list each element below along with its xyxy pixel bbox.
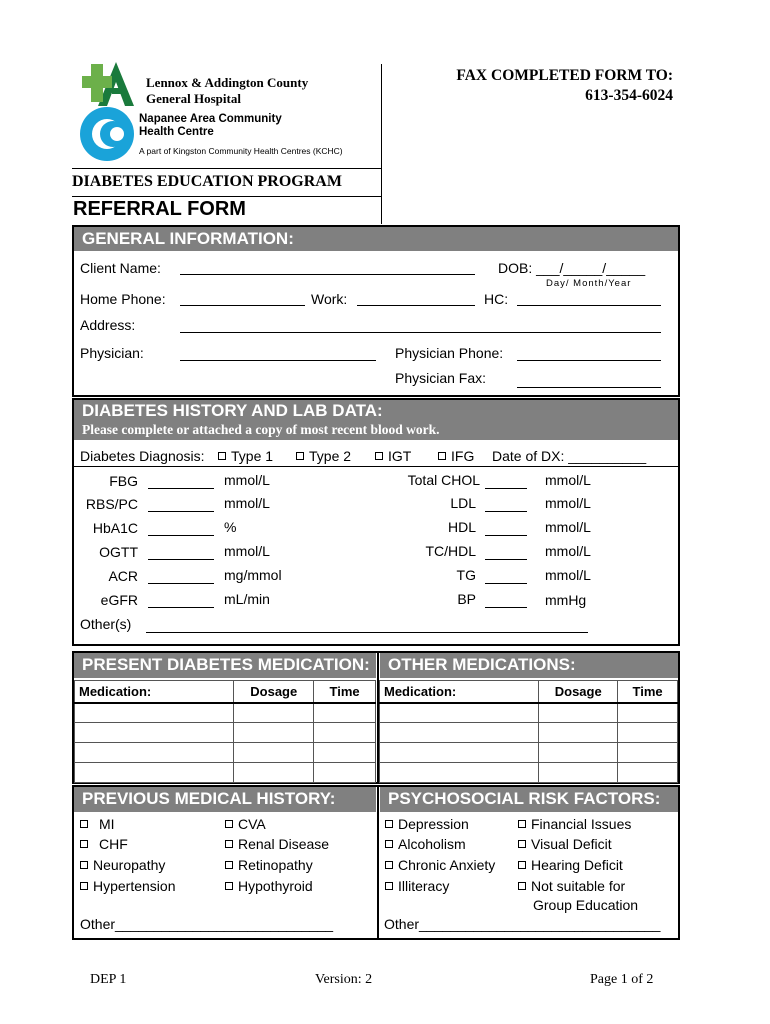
- table-cell[interactable]: [234, 703, 314, 723]
- present-medication-heading: PRESENT DIABETES MEDICATION:: [74, 653, 376, 678]
- lab-tchdl-label: TC/HDL: [425, 543, 476, 559]
- diagnosis-type2-label: Type 2: [309, 448, 352, 464]
- dob-label: [498, 260, 645, 276]
- client-name-label: Client Name:: [80, 260, 161, 276]
- history-cva-label: CVA: [238, 816, 266, 832]
- diagnosis-type2[interactable]: [296, 448, 351, 464]
- dob-field[interactable]: ___/_____/_____: [536, 260, 646, 276]
- history-neuropathy-label: Neuropathy: [93, 857, 166, 873]
- work-label: Work:: [311, 291, 348, 307]
- footer-page: Page 1 of 2: [590, 972, 654, 987]
- table-row: [75, 763, 376, 783]
- history-hypertension[interactable]: [80, 878, 176, 894]
- col-dosage: Dosage: [539, 681, 618, 703]
- table-cell[interactable]: [539, 703, 618, 723]
- program-rule: [72, 168, 381, 169]
- lab-egfr-unit: mL/min: [224, 591, 270, 607]
- physician-label: Physician:: [80, 345, 144, 361]
- table-row: [380, 743, 678, 763]
- form-title: REFERRAL FORM: [73, 198, 246, 220]
- lab-rbs-unit: mmol/L: [224, 495, 270, 511]
- hospital-name: [146, 75, 308, 107]
- lab-ldl-unit: mmol/L: [545, 495, 591, 511]
- risk-not-suitable[interactable]: [518, 878, 625, 894]
- table-row: [75, 723, 376, 743]
- diabetes-history-subtitle: Please complete or attached a copy of most recent blood work.: [82, 422, 440, 437]
- lab-others-field[interactable]: [146, 632, 588, 633]
- col-medication: Medication:: [75, 681, 234, 703]
- risk-depression-label: Depression: [398, 816, 469, 832]
- history-retinopathy[interactable]: [225, 857, 313, 873]
- address-field[interactable]: [180, 332, 661, 333]
- table-cell[interactable]: [234, 743, 314, 763]
- history-neuropathy[interactable]: [80, 857, 165, 873]
- history-cva[interactable]: [225, 816, 266, 832]
- physician-fax-field[interactable]: [517, 387, 661, 388]
- risk-anxiety[interactable]: [385, 857, 495, 873]
- risk-alcoholism-label: Alcoholism: [398, 836, 466, 852]
- lab-ogtt-label: OGTT: [99, 544, 138, 560]
- lab-hdl-field[interactable]: [485, 535, 527, 536]
- chc-name: [139, 113, 282, 139]
- checkbox-icon[interactable]: [518, 840, 526, 848]
- hospital-name-line2: General Hospital: [146, 91, 241, 106]
- table-cell[interactable]: [539, 743, 618, 763]
- lab-tg-label: TG: [456, 567, 476, 583]
- table-cell[interactable]: [380, 723, 539, 743]
- physician-field[interactable]: [180, 360, 376, 361]
- risk-visual-label: Visual Deficit: [531, 836, 612, 852]
- lab-ogtt-unit: mmol/L: [224, 543, 270, 559]
- client-name-field[interactable]: [180, 274, 475, 275]
- diagnosis-type1-label: Type 1: [231, 448, 274, 464]
- history-renal[interactable]: [225, 836, 329, 852]
- lab-bp-unit: mmHg: [545, 592, 587, 608]
- history-hypertension-label: Hypertension: [93, 878, 176, 894]
- table-cell[interactable]: [314, 723, 376, 743]
- program-title: DIABETES EDUCATION PROGRAM: [72, 173, 342, 190]
- col-dosage: Dosage: [234, 681, 314, 703]
- lab-hba1c-label: HbA1C: [92, 520, 138, 536]
- table-cell[interactable]: [234, 723, 314, 743]
- chc-name-line2: Health Centre: [139, 126, 214, 138]
- work-phone-field[interactable]: [357, 305, 475, 306]
- table-cell[interactable]: [314, 703, 376, 723]
- lab-egfr-field[interactable]: [148, 607, 214, 608]
- checkbox-icon[interactable]: [225, 882, 233, 890]
- checkbox-icon[interactable]: [518, 820, 526, 828]
- table-cell[interactable]: [380, 743, 539, 763]
- risk-hearing-label: Hearing Deficit: [531, 857, 623, 873]
- table-row: [380, 763, 678, 783]
- lab-fbg-field[interactable]: [148, 488, 214, 489]
- other-medication-table: [379, 680, 678, 783]
- checkbox-icon[interactable]: [518, 861, 526, 869]
- header-divider: [381, 64, 382, 224]
- table-cell[interactable]: [539, 723, 618, 743]
- fax-number: 613-354-6024: [585, 87, 673, 104]
- history-divider: [377, 787, 379, 938]
- lab-chol-field[interactable]: [485, 488, 527, 489]
- table-cell[interactable]: [618, 703, 678, 723]
- fax-label: FAX COMPLETED FORM TO:: [456, 67, 673, 84]
- checkbox-icon[interactable]: [80, 861, 88, 869]
- history-hypothyroid[interactable]: [225, 878, 313, 894]
- diagnosis-igt-label: IGT: [388, 448, 412, 464]
- lab-fbg-unit: mmol/L: [224, 472, 270, 488]
- hc-label: HC:: [484, 291, 509, 307]
- diagnosis-ifg-label: IFG: [451, 448, 475, 464]
- other-medication-heading: OTHER MEDICATIONS:: [380, 653, 678, 678]
- hc-field[interactable]: [517, 305, 661, 306]
- fax-info: [395, 66, 673, 106]
- table-row: [75, 743, 376, 763]
- risk-visual[interactable]: [518, 836, 612, 852]
- checkbox-icon[interactable]: [385, 820, 393, 828]
- checkbox-icon[interactable]: [385, 840, 393, 848]
- table-cell[interactable]: [75, 723, 234, 743]
- footer-version: Version: 2: [315, 972, 373, 987]
- table-cell[interactable]: [618, 743, 678, 763]
- medical-history-heading: PREVIOUS MEDICAL HISTORY:: [74, 787, 376, 812]
- hospital-name-line1: Lennox & Addington County: [146, 75, 309, 90]
- present-medication-table: [74, 680, 376, 783]
- history-mi-label: MI: [99, 816, 115, 832]
- checkbox-icon[interactable]: [438, 452, 446, 460]
- lab-hba1c-field[interactable]: [148, 535, 214, 536]
- diagnosis-type1[interactable]: [218, 448, 273, 464]
- table-cell[interactable]: [618, 723, 678, 743]
- lab-chol-unit: mmol/L: [545, 472, 591, 488]
- col-time: Time: [314, 681, 376, 703]
- dob-format: Day/ Month/Year: [546, 278, 632, 289]
- checkbox-icon[interactable]: [218, 452, 226, 460]
- lab-bp-field[interactable]: [485, 607, 527, 608]
- table-cell[interactable]: [380, 703, 539, 723]
- table-cell[interactable]: [539, 763, 618, 783]
- table-cell[interactable]: [75, 743, 234, 763]
- risk-depression[interactable]: [385, 816, 469, 832]
- checkbox-icon[interactable]: [80, 840, 88, 848]
- col-medication: Medication:: [380, 681, 539, 703]
- risk-anxiety-label: Chronic Anxiety: [398, 857, 496, 873]
- history-hypothyroid-label: Hypothyroid: [238, 878, 313, 894]
- table-row: [380, 723, 678, 743]
- lacgh-logo: [80, 58, 136, 108]
- risk-financial-label: Financial Issues: [531, 816, 632, 832]
- history-other[interactable]: Other____________________________: [80, 916, 334, 932]
- history-renal-label: Renal Disease: [238, 836, 330, 852]
- date-dx-label[interactable]: Date of DX: __________: [492, 448, 647, 464]
- history-chf[interactable]: [80, 836, 128, 852]
- program-rule-bottom: [72, 196, 381, 197]
- table-cell[interactable]: [618, 763, 678, 783]
- lab-ldl-field[interactable]: [485, 511, 527, 512]
- address-label: Address:: [80, 317, 136, 333]
- lab-tchdl-unit: mmol/L: [545, 543, 591, 559]
- table-header-row: [380, 681, 678, 703]
- checkbox-icon[interactable]: [385, 882, 393, 890]
- diagnosis-ifg[interactable]: [438, 448, 474, 464]
- physician-phone-label: Physician Phone:: [395, 345, 504, 361]
- footer-doc-id: DEP 1: [90, 972, 127, 987]
- home-phone-label: Home Phone:: [80, 291, 166, 307]
- checkbox-icon[interactable]: [80, 882, 88, 890]
- lab-tg-field[interactable]: [485, 583, 527, 584]
- checkbox-icon[interactable]: [385, 861, 393, 869]
- lab-acr-unit: mg/mmol: [224, 567, 282, 583]
- home-phone-field[interactable]: [180, 305, 305, 306]
- lab-fbg-label: FBG: [109, 473, 138, 489]
- checkbox-icon[interactable]: [296, 452, 304, 460]
- psychosocial-heading: PSYCHOSOCIAL RISK FACTORS:: [380, 787, 678, 812]
- lab-hba1c-unit: %: [224, 519, 237, 535]
- risk-illiteracy-label: Illiteracy: [398, 878, 450, 894]
- table-header-row: [75, 681, 376, 703]
- lab-acr-field[interactable]: [148, 583, 214, 584]
- lab-bp-label: BP: [457, 591, 476, 607]
- checkbox-icon[interactable]: [225, 840, 233, 848]
- chc-tagline: A part of Kingston Community Health Centres (KCHC): [139, 146, 343, 156]
- chc-logo: [79, 106, 135, 162]
- checkbox-icon[interactable]: [518, 882, 526, 890]
- history-retinopathy-label: Retinopathy: [238, 857, 313, 873]
- risk-alcoholism[interactable]: [385, 836, 466, 852]
- lab-hdl-unit: mmol/L: [545, 519, 591, 535]
- diabetes-history-heading: [74, 400, 678, 440]
- risk-not-suitable-label: Not suitable for: [531, 878, 626, 894]
- diagnosis-label: Diabetes Diagnosis:: [80, 448, 205, 464]
- checkbox-icon[interactable]: [225, 861, 233, 869]
- table-row: [75, 703, 376, 723]
- history-chf-label: CHF: [99, 836, 128, 852]
- diabetes-history-title: DIABETES HISTORY AND LAB DATA:: [82, 401, 383, 420]
- table-cell[interactable]: [314, 743, 376, 763]
- table-row: [380, 703, 678, 723]
- table-cell[interactable]: [234, 763, 314, 783]
- lab-rbs-field[interactable]: [148, 511, 214, 512]
- risk-illiteracy[interactable]: [385, 878, 449, 894]
- checkbox-icon[interactable]: [80, 820, 88, 828]
- risk-other[interactable]: Other_______________________________: [384, 916, 661, 932]
- dob-text: DOB:: [498, 260, 533, 276]
- lab-ldl-label: LDL: [450, 495, 476, 511]
- lab-ogtt-field[interactable]: [148, 559, 214, 560]
- physician-phone-field[interactable]: [517, 360, 661, 361]
- diagnosis-igt[interactable]: [375, 448, 411, 464]
- risk-not-suitable-line2: Group Education: [533, 897, 639, 913]
- lab-chol-label: Total CHOL: [407, 472, 480, 488]
- lab-acr-label: ACR: [108, 568, 138, 584]
- checkbox-icon[interactable]: [375, 452, 383, 460]
- lab-rbs-label: RBS/PC: [85, 496, 138, 512]
- lab-hdl-label: HDL: [447, 519, 476, 535]
- table-cell[interactable]: [75, 763, 234, 783]
- table-cell[interactable]: [314, 763, 376, 783]
- lab-tg-unit: mmol/L: [545, 567, 591, 583]
- lab-tchdl-field[interactable]: [485, 559, 527, 560]
- col-time: Time: [618, 681, 678, 703]
- checkbox-icon[interactable]: [225, 820, 233, 828]
- table-cell[interactable]: [75, 703, 234, 723]
- history-mi[interactable]: [80, 816, 115, 832]
- chc-name-line1: Napanee Area Community: [139, 113, 282, 125]
- risk-hearing[interactable]: [518, 857, 623, 873]
- table-cell[interactable]: [380, 763, 539, 783]
- lab-egfr-label: eGFR: [100, 592, 138, 608]
- general-info-heading: GENERAL INFORMATION:: [74, 227, 678, 251]
- lab-others-label: Other(s): [80, 616, 132, 632]
- diagnosis-divider: [74, 466, 678, 467]
- risk-financial[interactable]: [518, 816, 631, 832]
- physician-fax-label: Physician Fax:: [395, 370, 487, 386]
